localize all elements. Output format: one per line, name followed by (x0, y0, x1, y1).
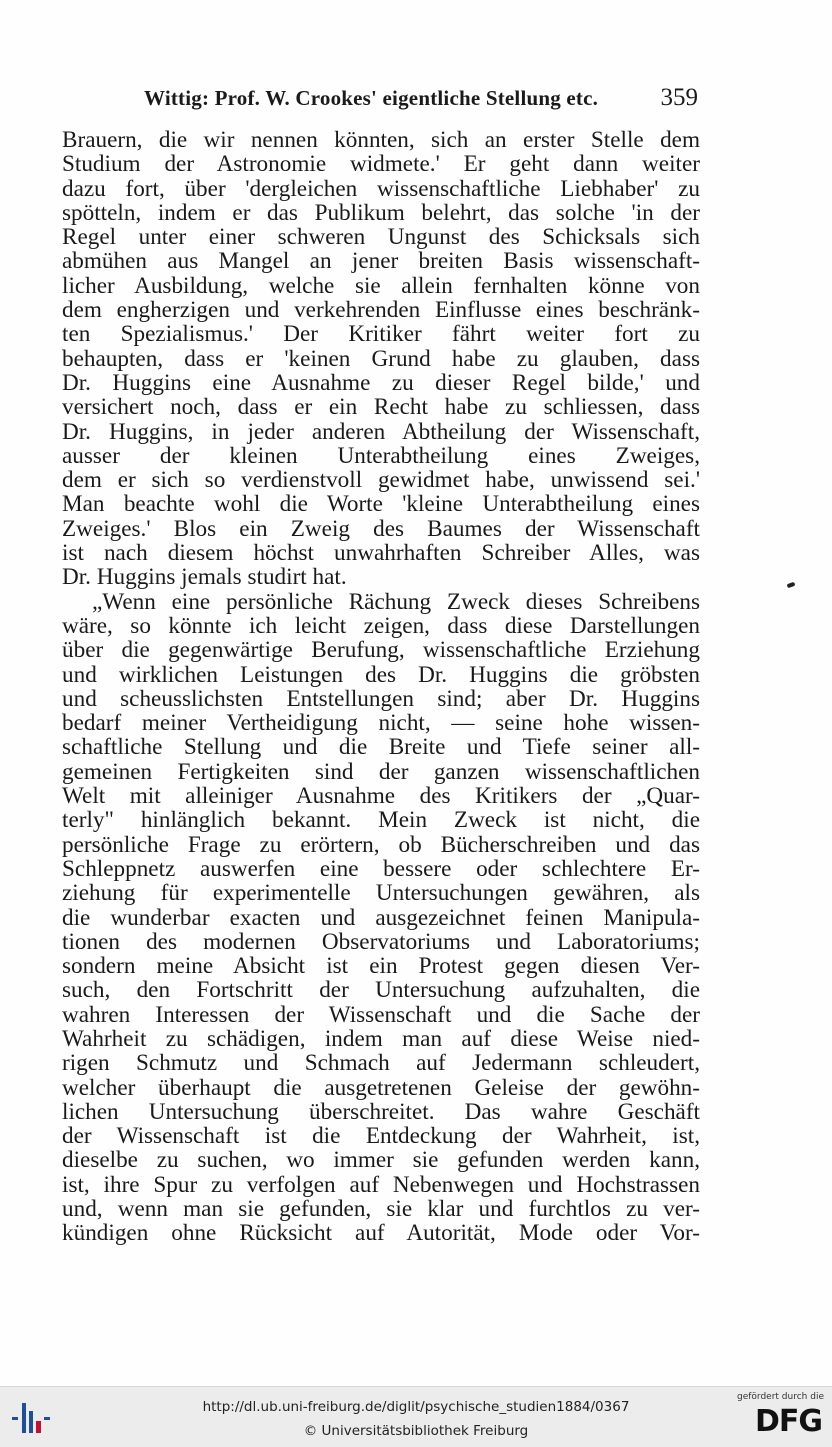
text-line: spötteln, indem er das Publikum belehrt, das solche 'in der (62, 200, 700, 226)
text-line: Zweiges.' Blos ein Zweig des Baumes der Wissenschaft (62, 516, 700, 542)
text-line: Dr. Huggins jemals studirt hat. (62, 565, 347, 590)
text-line: der Wissenschaft ist die Entdeckung der Wahrheit, ist, (62, 1124, 700, 1149)
copyright-notice: © Universitätsbibliothek Freiburg (303, 1423, 529, 1439)
text-line: Dr. Huggins, in jeder anderen Abtheilung der Wissenschaft, (62, 419, 700, 444)
text-line: persönliche Frage zu erörtern, ob Bücherschreiben und das (62, 832, 700, 857)
text-line: dem engherzigen und verkehrenden Einflusse eines beschränk- (62, 298, 700, 323)
text-line: gemeinen Fertigkeiten sind der ganzen wissenschaftlichen (62, 759, 700, 785)
text-line: Regel unter einer schweren Ungunst des Schicksals sich (62, 225, 700, 250)
funding-label: gefördert durch die (737, 1392, 824, 1402)
ink-mark (787, 582, 796, 588)
text-line: und, wenn man sie gefunden, sie klar und furchtlos zu ver- (62, 1197, 700, 1222)
text-line: und wirklichen Leistungen des Dr. Huggins die gröbsten (62, 662, 700, 687)
text-line: wäre, so könnte ich leicht zeigen, dass diese Darstellungen (62, 613, 700, 639)
text-line: dieselbe zu suchen, wo immer sie gefunden werden kann, (62, 1148, 700, 1173)
text-line: Welt mit alleiniger Ausnahme des Kritikers der „Quar- (62, 784, 700, 809)
dfg-logo[interactable]: DFG (754, 1404, 822, 1439)
text-line: dem er sich so verdienstvoll gewidmet habe, unwissend sei.' (62, 468, 700, 493)
text-line: Dr. Huggins eine Ausnahme zu dieser Regel bilde,' und (62, 370, 700, 396)
body-text (62, 128, 700, 1246)
page-number: 359 (660, 84, 698, 111)
text-line: ten Spezialismus.' Der Kritiker fährt weiter fort zu (62, 322, 700, 347)
text-line: such, den Fortschritt der Untersuchung aufzuhalten, die (62, 978, 700, 1003)
text-line: terly" hinlänglich bekannt. Mein Zweck ist nicht, die (62, 808, 700, 833)
text-line: über die gegenwärtige Berufung, wissenschaftliche Erziehung (62, 638, 700, 663)
text-line: behaupten, dass er 'keinen Grund habe zu glauben, dass (62, 346, 700, 371)
text-line: ist nach diesem höchst unwahrhaften Schreiber Alles, was (62, 541, 700, 566)
text-line: Studium der Astronomie widmete.' Er geht dann weiter (62, 152, 700, 177)
text-line: Man beachte wohl die Worte 'kleine Unterabtheilung eines (62, 492, 700, 517)
text-line: kündigen ohne Rücksicht auf Autorität, Mode oder Vor- (62, 1221, 700, 1246)
text-line: die wunderbar exacten und ausgezeichnet feinen Manipula- (62, 905, 700, 930)
running-title: Wittig: Prof. W. Crookes' eigentliche Stellung etc. (144, 86, 599, 110)
text-line: dazu fort, über 'dergleichen wissenschaftliche Liebhaber' zu (62, 176, 700, 201)
text-line: welcher überhaupt die ausgetretenen Geleise der gewöhn- (62, 1075, 700, 1100)
page-header (60, 82, 700, 118)
text-line: lichen Untersuchung überschreitet. Das wahre Geschäft (62, 1099, 700, 1125)
viewer-footer (0, 1386, 832, 1447)
text-line: ziehung für experimentelle Untersuchungen gewähren, als (62, 881, 700, 906)
text-line: versichert noch, dass er ein Recht habe zu schliessen, dass (62, 395, 700, 420)
text-line: ist, ihre Spur zu verfolgen auf Nebenwegen und Hochstrassen (62, 1172, 700, 1198)
text-line: licher Ausbildung, welche sie allein fernhalten könne von (62, 273, 700, 299)
text-line: bedarf meiner Vertheidigung nicht, — seine hohe wissen- (62, 711, 700, 736)
text-line: und scheusslichsten Entstellungen sind; aber Dr. Huggins (62, 686, 700, 712)
text-line: sondern meine Absicht ist ein Protest gegen diesen Ver- (62, 954, 700, 979)
text-line: schaftliche Stellung und die Breite und Tiefe seiner all- (62, 735, 700, 760)
document-url[interactable]: http://dl.ub.uni-freiburg.de/diglit/psychische_studien1884/0367 (202, 1399, 630, 1415)
text-line: Wahrheit zu schädigen, indem man auf diese Weise nied- (62, 1026, 700, 1052)
text-line: tionen des modernen Observatoriums und Laboratoriums; (62, 929, 700, 955)
text-line: ausser der kleinen Unterabtheilung eines Zweiges, (62, 443, 700, 469)
text-line: wahren Interessen der Wissenschaft und die Sache der (62, 1002, 700, 1027)
text-line: Brauern, die wir nennen könnten, sich an erster Stelle dem (62, 128, 700, 153)
text-line: rigen Schmutz und Schmach auf Jedermann schleudert, (62, 1051, 700, 1076)
text-line: Schleppnetz auswerfen eine bessere oder schlechtere Er- (62, 856, 700, 882)
text-line: abmühen aus Mangel an jener breiten Basis wissenschaft- (62, 249, 700, 274)
text-line: „Wenn eine persönliche Rächung Zweck dieses Schreibens (92, 589, 700, 614)
